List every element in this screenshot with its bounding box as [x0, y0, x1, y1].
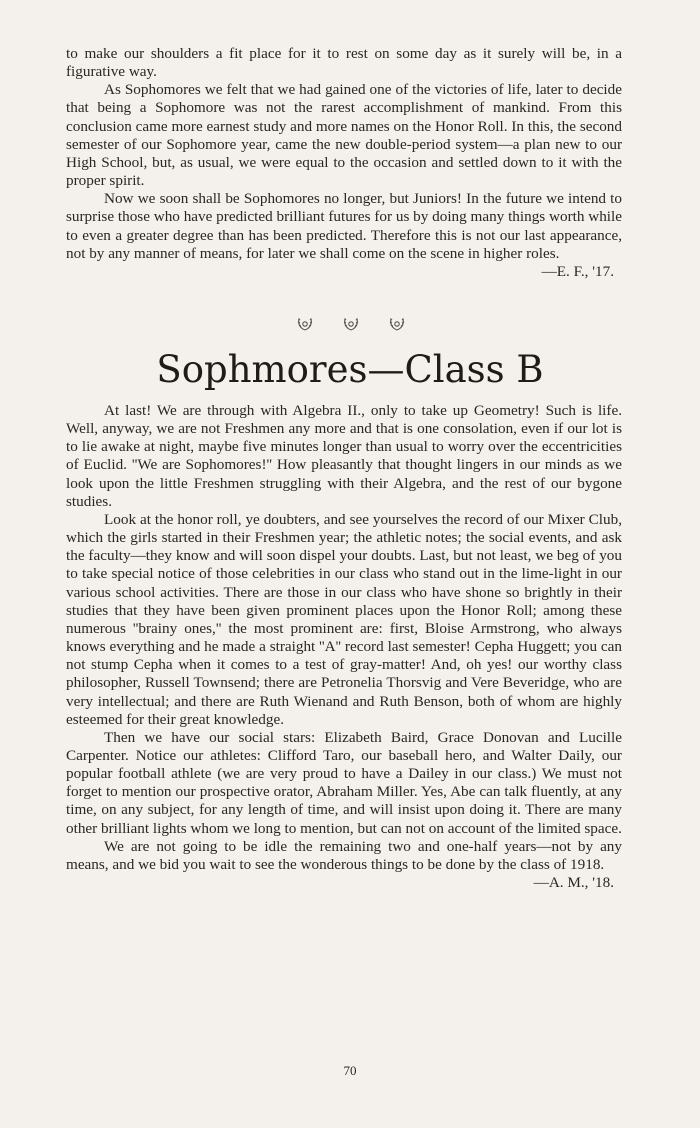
- paragraph: [66, 837, 622, 892]
- bottom-article-text: [66, 402, 622, 892]
- paragraph: Look at the honor roll, ye doubters, and see yourselves the record of our Mixer Club, which the girls started in their Freshmen year; the athletic notes; the social events, and ask the faculty—they know and will soon dispel your doubts. Last, but not least, we beg of you to take special notice of those celebrities in our class who stand out in the lime-light in our various school activities. There are those in our class who have shone so brightly in their studies that they have been given prominent places upon the Honor Roll; among these numerous ''brainy ones,'' the most prominent are: first, Bloise Armstrong, who always knows everything and he made a straight ''A'' record last semester! Cepha Huggett; you can not stump Cepha when it comes to a test of gray-matter! And, oh yes! our worthy class philosopher, Russell Townsend; there are Petronelia Thorsvig and Vere Beveridge, who are very intellectual; and there are Ruth Wienand and Ruth Benson, both of whom are highly esteemed for their great knowledge.: [66, 510, 622, 728]
- paragraph-text: Now we soon shall be Sophomores no longer, but Juniors! In the future we intend to surprise those who have predicted brilliant futures for us by doing many things worth while to even a greater degree than has been predicted. Therefore this is not our last appearance, not by any manner of means, for later we shall come on the scene in higher roles.: [66, 190, 622, 262]
- paragraph-text: We are not going to be idle the remaining two and one-half years—not by any means, and we bid you wait to see the wonderous things to be done by the class of 1918.: [66, 837, 622, 873]
- ornament-icon: [342, 316, 360, 332]
- ornament-icon: [388, 316, 406, 332]
- paragraph: Then we have our social stars: Elizabeth Baird, Grace Donovan and Lucille Carpenter. Notice our athletes: Clifford Taro, our baseball hero, and Walter Daily, our popular football athlete (we are very proud to have a Dailey in our class.) We must not forget to mention our prospective orator, Abraham Miller. Yes, Abe can talk fluently, at any time, on any subject, for any length of time, and will insist upon doing it. There are many other brilliant lights whom we long to mention, but can not on account of the limited space.: [66, 728, 622, 837]
- author-signature: —A. M., '18.: [533, 874, 614, 892]
- paragraph: [66, 190, 622, 280]
- ornament-divider: [296, 316, 406, 334]
- paragraph: to make our shoulders a fit place for it to rest on some day as it surely will be, in a figurative way.: [66, 45, 622, 81]
- section-title: Sophmores—Class B: [156, 348, 544, 391]
- page-number: 70: [343, 1063, 357, 1078]
- paragraph: At last! We are through with Algebra II., only to take up Geometry! Such is life. Well, anyway, we are not Freshmen any more and that is one consolation, even if our lot is to lie awake at night, maybe five minutes longer than usual to worry over the eccentricities of Euclid. ''We are Sophomores!'' How pleasantly that thought lingers in our minds as we look upon the little Freshmen struggling with their Algebra, and the rest of our bygone studies.: [66, 402, 622, 510]
- top-article-text: [66, 45, 622, 281]
- paragraph: As Sophomores we felt that we had gained one of the victories of life, later to decide that being a Sophomore was not the rarest accomplishment of mankind. From this conclusion came more earnest study and more names on the Honor Roll. In this, the second semester of our Sophomore year, came the new double-period system—a plan new to our High School, but, as usual, we were equal to the occasion and settled down to it with the proper spirit.: [66, 81, 622, 190]
- author-signature: —E. F., '17.: [541, 262, 614, 280]
- ornament-icon: [296, 316, 314, 332]
